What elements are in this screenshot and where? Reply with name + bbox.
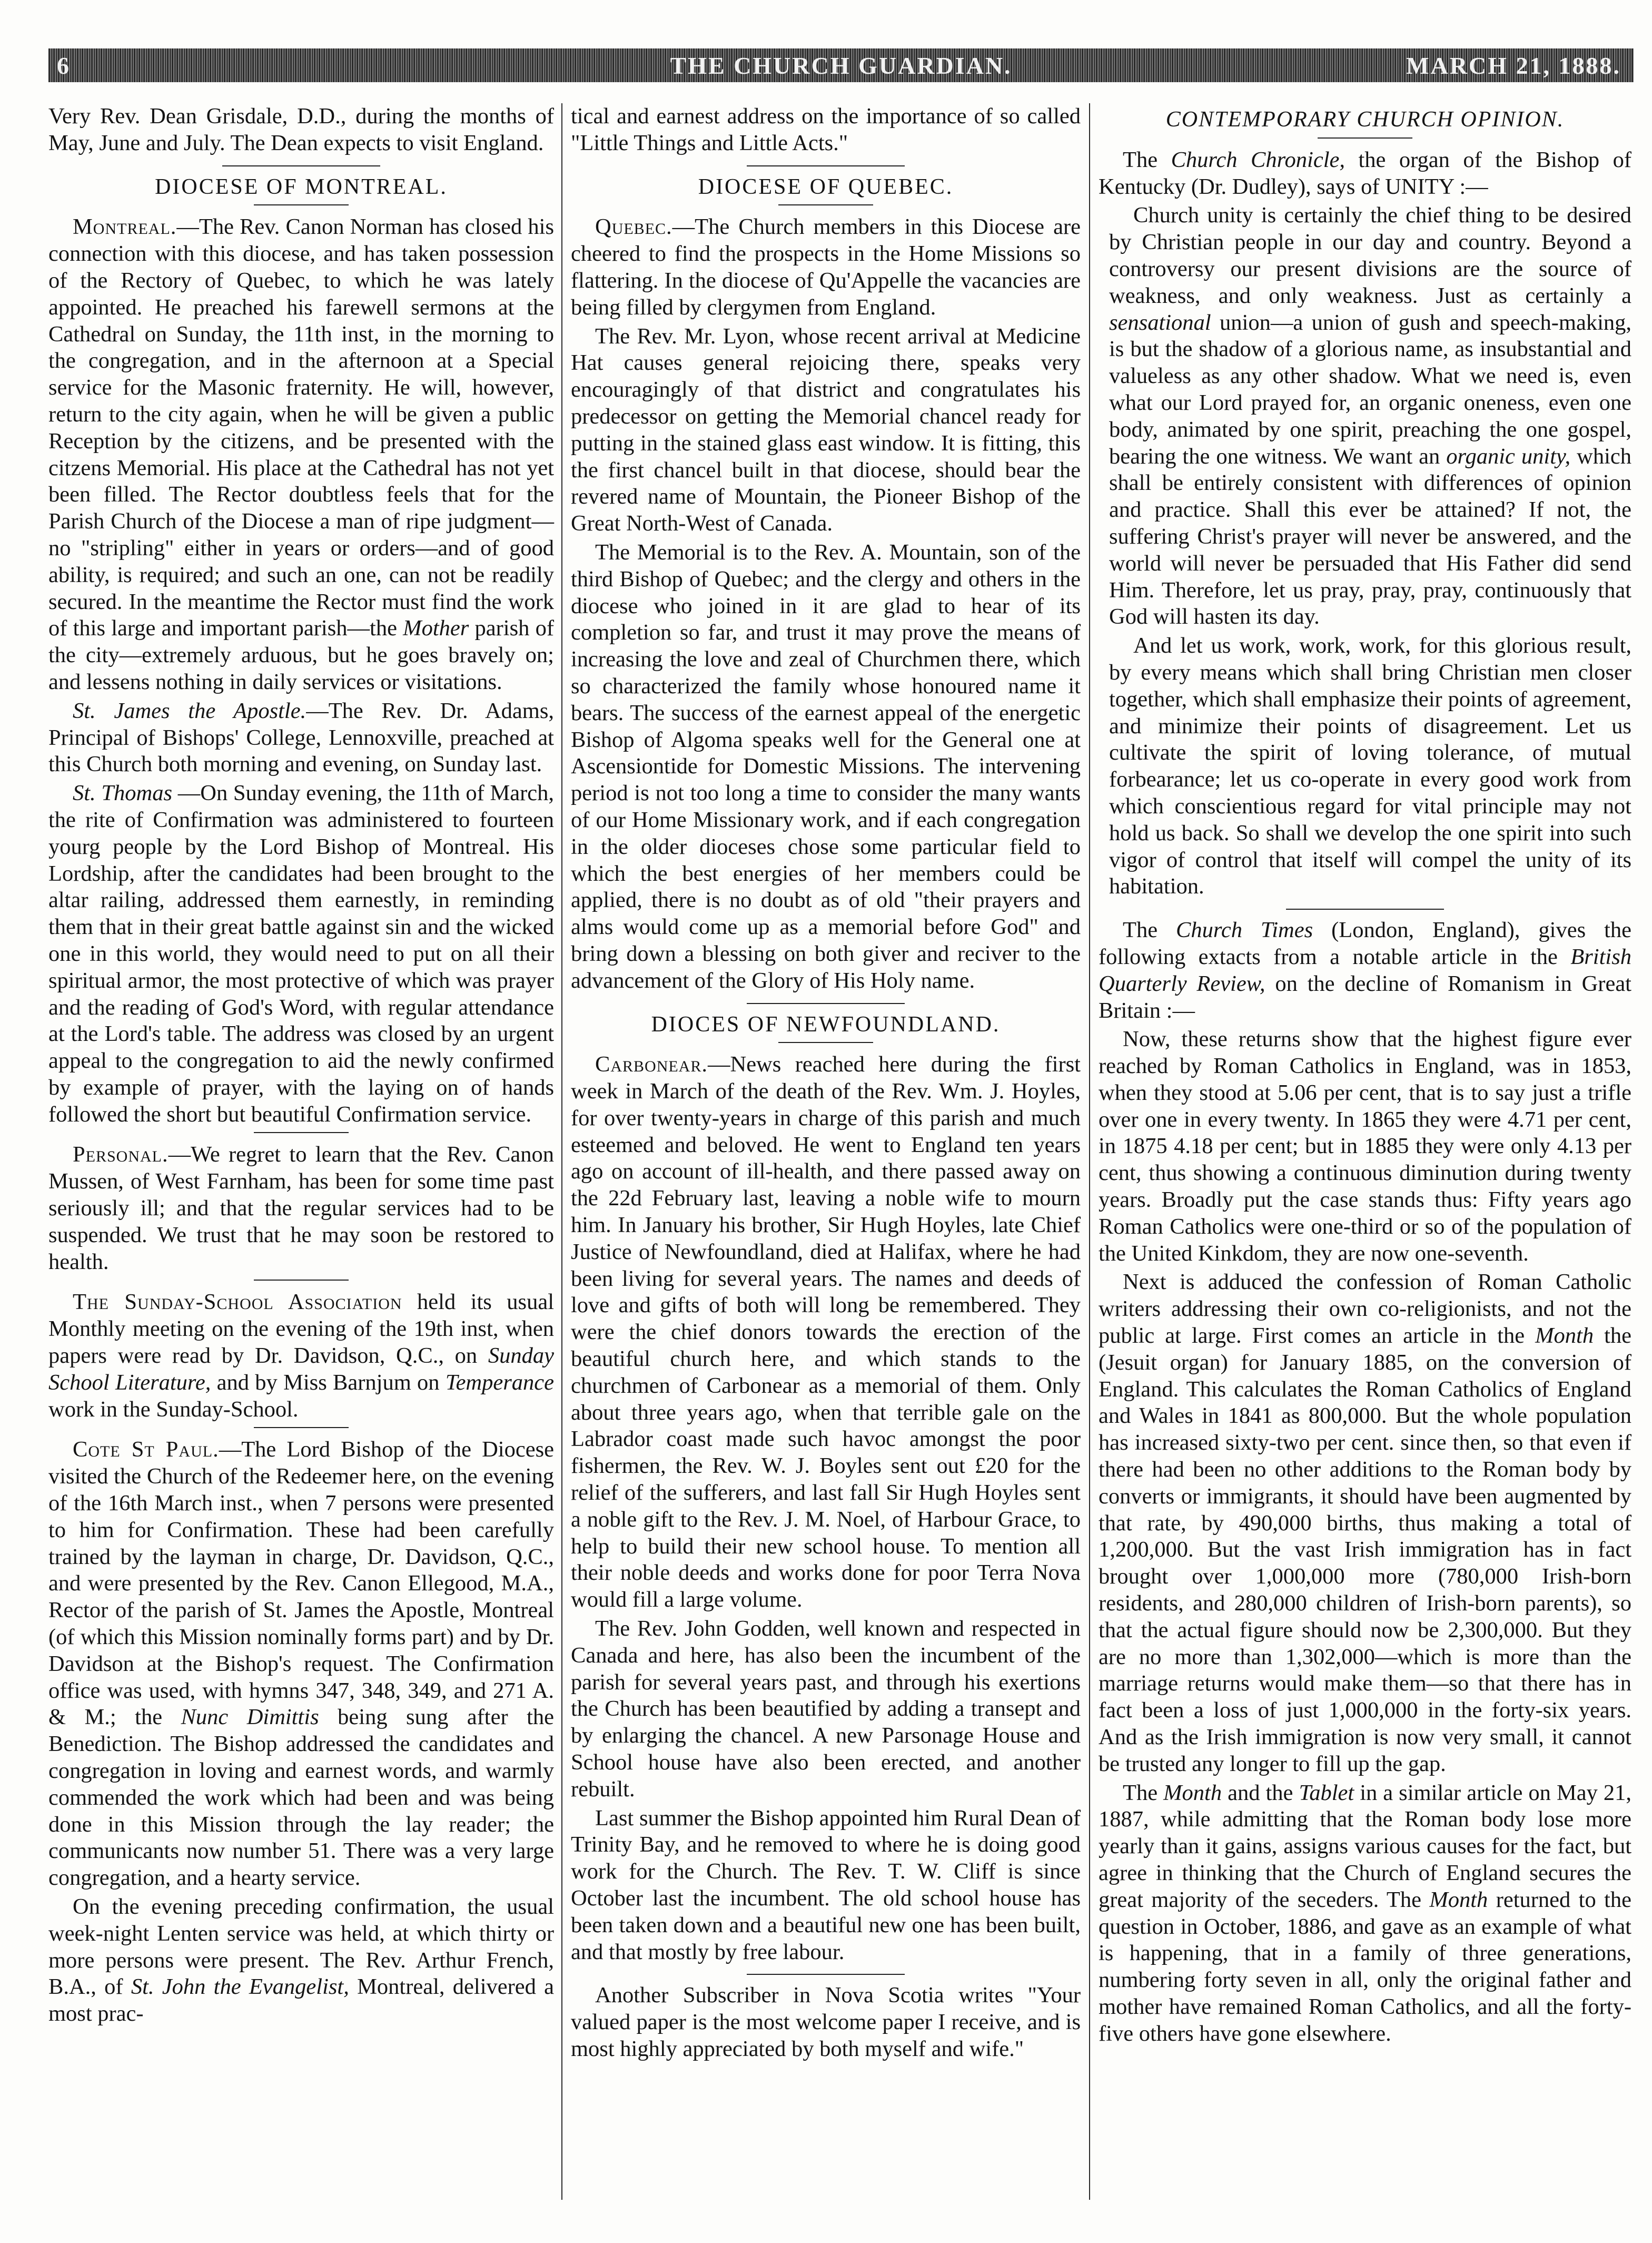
paragraph-text: On the evening preceding confirmation, the usual week-night Lenten service was held, at which thirty or more persons were present. The Rev. Arthur French, B.A., of [48, 1894, 554, 2000]
paragraph-text: —The Lord Bishop of the Diocese visited the Church of the Redeemer here, on the evening of the 16th March inst., when 7 persons were presented to him for Confirmation. These had been carefully trained by the layman in charge, Dr. Davidson, Q.C., and were presented by the Rev. Canon Ellegood, M.A., Rector of the parish of St. James the Apostle, Montreal (of which this Mission nominally forms part) and by Dr. Davidson at the Bishop's request. The Confirmation office was used, with hymns 347, 348, 349, and 271 A. & M.; the [48, 1437, 554, 1730]
paragraph-lead: St. Thomas [73, 781, 173, 806]
article-paragraph [571, 214, 1081, 321]
italic-text: Sunday School Literature, [48, 1343, 554, 1395]
article-paragraph: Another Subscriber in Nova Scotia writes "Your valued paper is the most welcome paper I receive, and is most highly appreciated by both myself and wife." [571, 1983, 1081, 2061]
masthead-bar [48, 48, 1634, 82]
paragraph-text: —The Rev. Canon Norman has closed his connection with this diocese, and has taken possession of the Rectory of Quebec, to which he was lately appointed. He preached his farewell sermons at the Cathedral on Sunday, the 11th inst, in the morning to the congregation, and in the afternoon at a Special service for the Masonic fraternity. He will, however, return to the city again, when he will be given a public Reception by the citizens, and be presented with the citzens Memorial. His place at the Cathedral has not yet been filled. The Rector doubtless feels that for the Parish Church of the Diocese a man of ripe judgment—no "stripling" either in years or orders—and of good ability, is required; and such an one, can not be readily secured. In the meantime the Rector must find the work of this large and important parish—the [48, 214, 554, 641]
paragraph-text: and the [1228, 1780, 1293, 1805]
quoted-paragraph: And let us work, work, work, for this glorious result, by every means which shall bring Christian men closer together, which shall emphasize their points of agreement, and minimize their points of disagreement. Let us cultivate the spirit of loving tolerance, of mutual forbearance; let us co-operate in every good work from which conscientious regard for vital principle may not hold us back. So shall we develop the one spirit into such vigor of control that itself will compel the unity of its habitation. [1109, 633, 1631, 899]
paragraph-text: Montreal, delivered a most prac- [48, 1974, 555, 2026]
issue-date: MARCH 21, 1888. [1406, 52, 1621, 79]
paragraph-text: —On Sunday evening, the 11th of March, the rite of Confirmation was administered to fourteen yourg people by the Lord Bishop of Montreal. His Lordship, after the candidates had been brought to the altar railing, addressed them earnestly, in reminding them that in their great battle against sin and the wicked one in this world, they would need to put on all their spiritual armor, the most protective of which was prayer and the reading of God's Word, with regular attendance at the Lord's table. The address was closed by an urgent appeal to the congregation to aid the newly confirmed by example of prayer, with the laying on of hands followed the short but beautiful Confirmation service. [48, 781, 555, 1127]
article-paragraph [1099, 1780, 1631, 2048]
article-paragraph [48, 1142, 554, 1275]
paragraph-lead: Cote St Paul. [73, 1437, 219, 1462]
section-rule [222, 165, 380, 166]
italic-text: Church Times [1176, 918, 1313, 943]
paragraph-text: on the decline of Romanism in Great Britain :— [1099, 971, 1631, 1023]
column-2 [571, 103, 1081, 2065]
heading-rule [778, 204, 873, 205]
newspaper-title: THE CHURCH GUARDIAN. [670, 52, 1012, 79]
article-paragraph [48, 1894, 554, 2028]
section-rule [747, 1974, 905, 1975]
section-rule [1286, 909, 1444, 910]
section-rule [254, 1280, 349, 1281]
paragraph-lead: The Sunday-School Association [73, 1290, 402, 1315]
paragraph-text: and by Miss Barnjum on [216, 1370, 440, 1395]
italic-text: sensational [1109, 310, 1211, 335]
paragraph-text: union—a union of gush and speech-making, is but the shadow of a glorious name, as insubstantial and valueless as any other shadow. What we need is, even what our Lord prayed for, an organic oneness, even one body, animated by one spirit, preaching the one gospel, bearing the one witness. We want an [1109, 310, 1632, 469]
paragraph-text: the organ of the Bishop of Kentucky (Dr. Dudley), says of UNITY :— [1099, 147, 1631, 199]
paragraph-text: work in the Sunday-School. [48, 1396, 299, 1422]
heading-rule [778, 1042, 873, 1043]
article-paragraph: Very Rev. Dean Grisdale, D.D., during the months of May, June and July. The Dean expects to visit England. [48, 104, 554, 155]
italic-text: Mother [403, 616, 469, 641]
section-heading: DIOCES OF NEWFOUNDLAND. [651, 1012, 1001, 1037]
paragraph-text: held its usual Monthly meeting on the evening of the 19th inst, when papers were read by Dr. Davidson, Q.C., on [48, 1290, 555, 1369]
paragraph-lead: Montreal. [73, 214, 177, 240]
heading-rule [1318, 137, 1412, 139]
column-3 [1099, 103, 1631, 2050]
italic-text: Month [1429, 1887, 1488, 1912]
quoted-paragraph [1109, 202, 1631, 631]
paragraph-text: returned to the question in October, 1886, and gave as an example of what is happening, that in a family of three generations, numbering forty seven in all, only the original father and mother have remained Roman Catholics, and all the forty-five others have gone elsewhere. [1099, 1887, 1631, 2046]
italic-text: Month [1163, 1780, 1222, 1805]
article-paragraph [48, 1289, 554, 1423]
section-heading: DIOCESE OF MONTREAL. [155, 174, 448, 199]
paragraph-text: —We regret to learn that the Rev. Canon Mussen, of West Farnham, has been for some time past seriously ill; and that the regular services had to be suspended. We trust that he may soon be restored to health. [48, 1142, 554, 1274]
article-paragraph: The Rev. Mr. Lyon, whose recent arrival at Medicine Hat causes general rejoicing there, speaks very encouragingly of that district and congratulates his predecessor on getting the Memorial chancel ready for putting in the stained glass east window. It is fitting, this the first chancel built in that diocese, should bear the revered name of Mountain, the Pioneer Bishop of the Great North-West of Canada. [571, 323, 1081, 536]
paragraph-text: the (Jesuit organ) for January 1885, on the conversion of England. This calculates the Roman Catholics of England and Wales in 1841 as 800,000. But the whole population has increased sixty-two per cent. since then, so that even if there had been no other additions to the Roman body by converts or immigrants, it should have been augmented by that rate, by 490,000 births, thus making a total of 1,200,000. But the vast Irish immigration has in fact brought over 1,000,000 more (780,000 Irish-born residents, and 280,000 children of Irish-born parents), so that the actual figure should now be 2,300,000. But they are no more than 1,302,000—which is more than the marriage returns would make them—so that there has in fact been a loss of just 1,000,000 in the forty-six years. And as the Irish immigration is now very small, it cannot be trusted any longer to fill up the gap. [1099, 1323, 1632, 1776]
section-heading: CONTEMPORARY CHURCH OPINION. [1165, 107, 1565, 132]
article-paragraph: tical and earnest address on the importance of so called "Little Things and Little Acts." [571, 104, 1081, 155]
italic-text: Temperance [445, 1370, 554, 1395]
italic-text: Nunc Dimittis [181, 1705, 319, 1730]
article-paragraph: Now, these returns show that the highest figure ever reached by Roman Catholics in England, was in 1853, when they stood at 5.06 per cent, that is to say just a trifle over one in every twenty. In 1865 they were 4.71 per cent, in 1875 4.18 per cent; but in 1885 they were only 4.13 per cent, thus showing a continuous diminution during twenty years. Broadly put the case stands thus: Fifty years ago Roman Catholics were one-third or so of the population of the United Kinkdom, they are now one-seventh. [1099, 1027, 1631, 1266]
paragraph-text: Church unity is certainly the chief thing to be desired by Christian people in our day and country. Beyond a controversy our present divisions are the source of weakness, and only weakness. Just as certainly a [1109, 203, 1631, 308]
section-rule [254, 1427, 349, 1428]
article-paragraph [48, 780, 554, 1128]
italic-text: Month [1535, 1323, 1594, 1349]
paragraph-text: The [1123, 1780, 1158, 1805]
column-1 [48, 103, 554, 2030]
section-rule [747, 1003, 905, 1004]
article-paragraph: The Memorial is to the Rev. A. Mountain, son of the third Bishop of Quebec; and the clergy and others in the diocese who joined in it are glad to hear of its completion so far, and trust it may prove the means of increasing the love and zeal of Churchmen there, which so characterized the family whose honoured name it bears. The success of the earnest appeal of the energetic Bishop of Algoma speaks well for the General one at Ascensiontide for Domestic Missions. The intervening period is not too long a time to consider the many wants of our Home Missionary work, and if each congregation in the older dioceses chose some particular field to which the best energies of her members could be applied, there is no doubt as of old "their prayers and alms would come up as a memorial before God" and bring down a blessing on both giver and reciver to the advancement of the Glory of His Holy name. [571, 539, 1081, 993]
paragraph-lead: St. James the Apostle. [73, 698, 306, 723]
article-paragraph [48, 214, 554, 695]
section-heading: DIOCESE OF QUEBEC. [698, 174, 954, 199]
article-paragraph: Last summer the Bishop appointed him Rural Dean of Trinity Bay, and he removed to where he is doing good work for the Church. The Rev. T. W. Cliff is since October last the incumbent. The old school house has been taken down and a beautiful new one has been built, and that mostly by free labour. [571, 1805, 1081, 1964]
section-rule [254, 1132, 349, 1133]
column-rule [561, 103, 562, 2200]
paragraph-text: The [1123, 918, 1158, 943]
paragraph-text: parish of the city—extremely arduous, but he goes bravely on; and lessens nothing in daily services or visitations. [48, 616, 554, 694]
page-number: 6 [57, 52, 71, 79]
paragraph-lead: Quebec. [595, 214, 672, 240]
article-paragraph [48, 1437, 554, 1892]
paragraph-lead: Personal. [73, 1142, 169, 1167]
heading-rule [254, 204, 349, 205]
article-paragraph [1099, 1269, 1631, 1777]
section-rule [747, 165, 905, 166]
column-rule [1089, 103, 1090, 2200]
italic-text: Church Chronicle, [1171, 147, 1345, 172]
article-paragraph: The Rev. John Godden, well known and respected in Canada and here, has also been the incumbent of the parish for several years past, and through his exertions the Church has been beautified by adding a transept and by enlarging the chancel. A new Parsonage House and School house have also been erected, and another rebuilt. [571, 1616, 1081, 1802]
italic-text: organic unity, [1446, 444, 1571, 469]
paragraph-text: being sung after the Benediction. The Bishop addressed the candidates and congregation in loving and earnest words, and warmly commended the work which had been and was being done in this Mission through the lay reader; the communicants now number 51. There was a very large congregation, and a hearty service. [48, 1705, 554, 1891]
paragraph-text: which shall be entirely consistent with differences of opinion and practice. Shall this ever be attained? If not, the suffering Christ's prayer will never be answered, and the world will never be persuaded that His Father did send Him. Therefore, let us pray, pray, pray, continuously that God will hasten its day. [1109, 444, 1631, 629]
italic-text: British Quarterly Review, [1099, 944, 1632, 996]
paragraph-lead: Carbonear. [595, 1052, 708, 1077]
article-paragraph [1099, 147, 1631, 201]
italic-text: Tablet [1299, 1780, 1354, 1805]
paragraph-text: Next is adduced the confession of Roman Catholic writers addressing their own co-religionists, and not the public at large. First comes an article in the [1099, 1270, 1631, 1349]
paragraph-text: —The Rev. Dr. Adams, Principal of Bishops' College, Lennoxville, preached at this Church both morning and evening, on Sunday last. [48, 698, 554, 777]
article-paragraph [48, 698, 554, 778]
paragraph-text: The [1123, 147, 1158, 172]
article-paragraph [1099, 917, 1631, 1024]
article-paragraph [571, 1051, 1081, 1614]
paragraph-text: —News reached here during the first week in March of the death of the Rev. Wm. J. Hoyles, for over twenty-years in charge of this parish and much esteemed and beloved. He went to England ten years ago on account of ill-health, and there passed away on the 22d February last, leaving a noble wife to mourn him. In January his brother, Sir Hugh Hoyles, late Chief Justice of Newfoundland, died at Halifax, where he had been living for several years. The names and deeds of love and gifts of both will long be remembered. They were the chief donors towards the erection of the beautiful church here, and which stands to the churchmen of Carbonear as a memorial of them. Only about three years ago, when that terrible gale on the Labrador coast made such havoc amongst the poor fishermen, the Rev. W. J. Boyles sent out £20 for the relief of the sufferers, and last fall Sir Hugh Hoyles sent a noble gift to the Rev. J. M. Noel, of Harbour Grace, to help to build their new school house. To mention all their noble deeds and works done for poor Terra Nova would fill a large volume. [571, 1052, 1081, 1612]
paragraph-text: (London, England), gives the following extacts from a notable article in the [1099, 918, 1632, 969]
paragraph-text: —The Church members in this Diocese are cheered to find the prospects in the Home Missions so flattering. In the diocese of Qu'Appelle the vacancies are being filled by clergymen from England. [571, 214, 1081, 320]
italic-text: St. John the Evangelist, [131, 1974, 349, 2000]
paragraph-text: in a similar article on May 21, 1887, while admitting that the Roman body lose more yearly than it gains, assigns various causes for the fact, but agree in thinking that the Church of England secures the great majority of the seceders. The [1099, 1780, 1632, 1912]
